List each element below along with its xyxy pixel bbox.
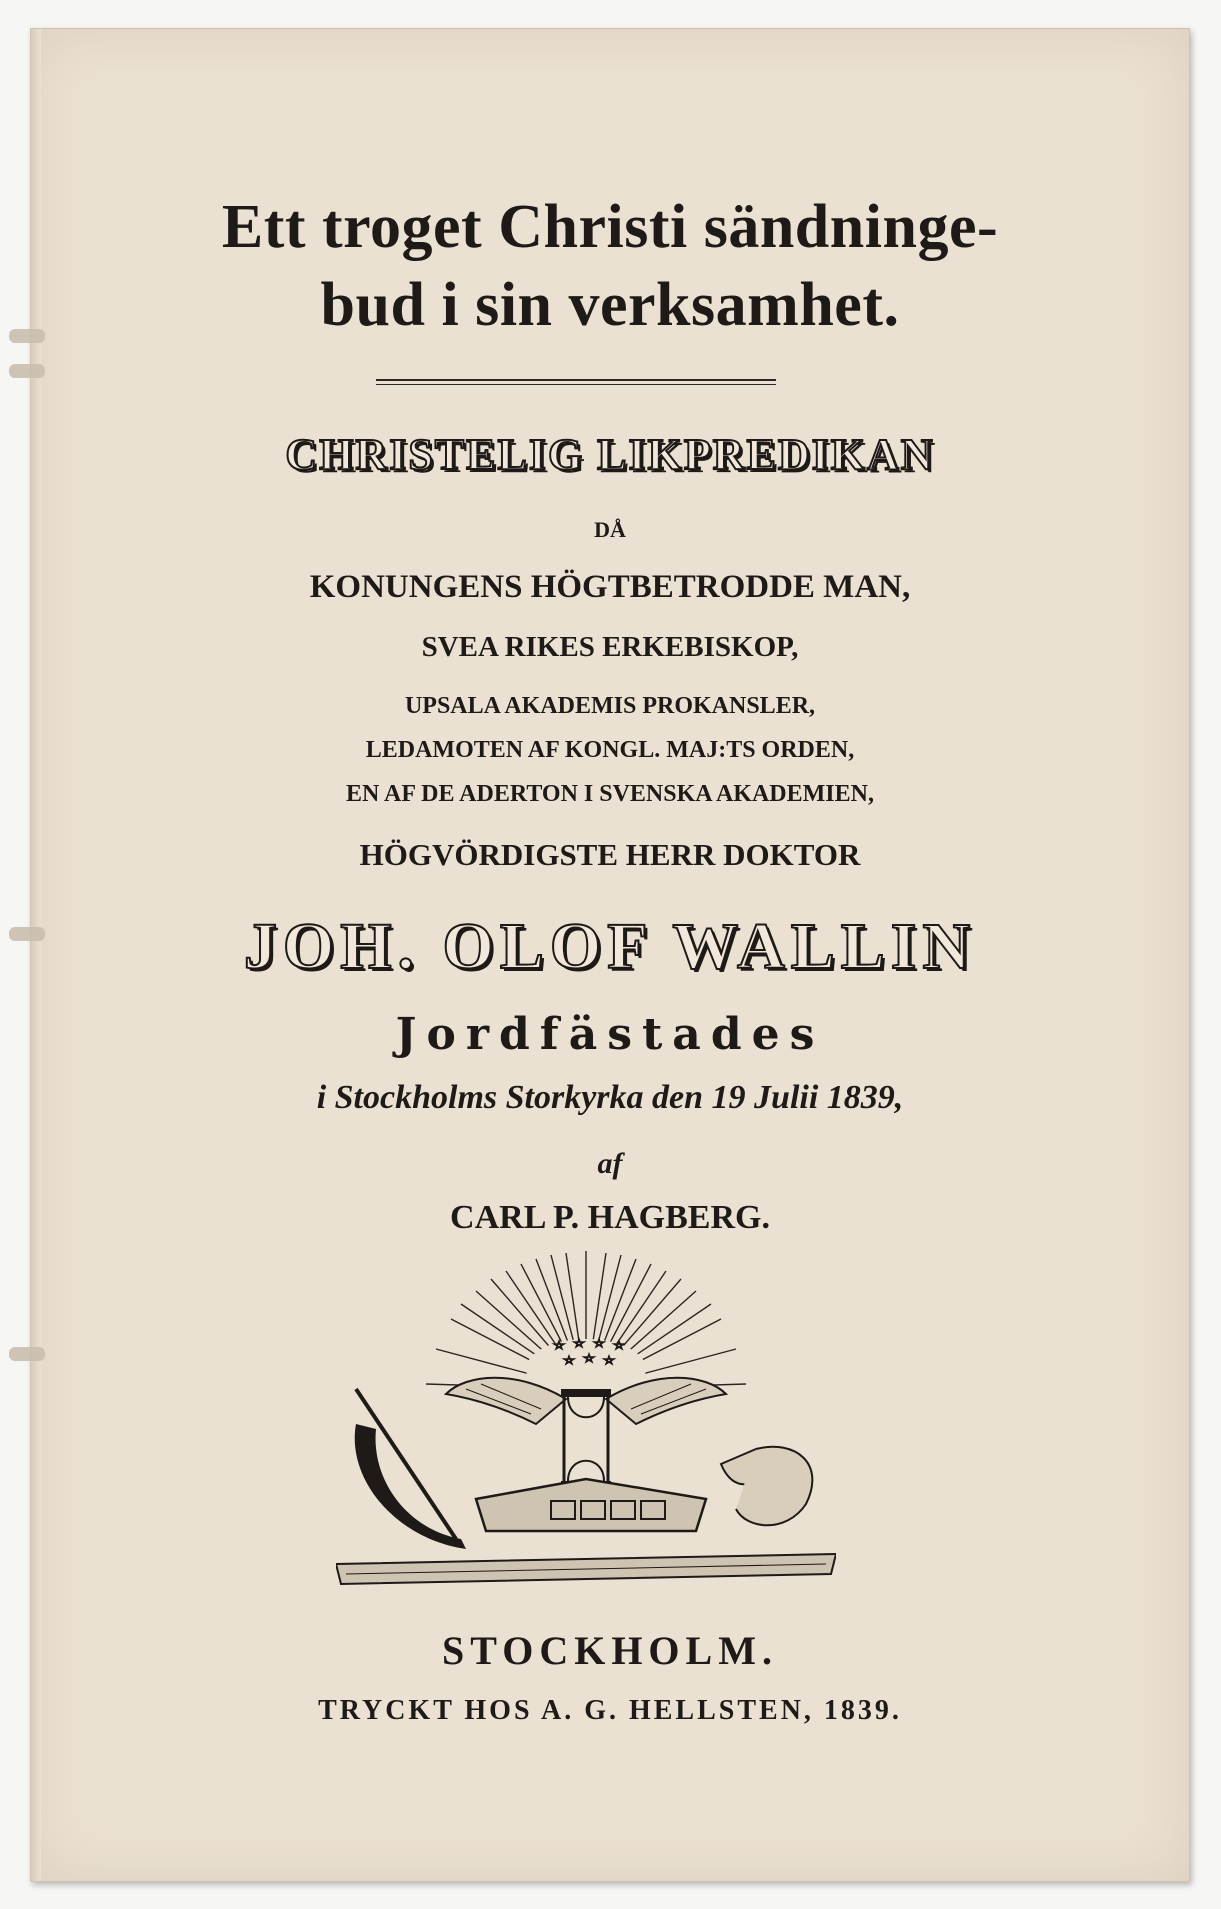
honour-line: EN AF DE ADERTON I SVENSKA AKADEMIEN, [346,781,874,807]
honour-line: UPSALA AKADEMIS PROKANSLER, [404,693,816,719]
binding-thread [9,1347,45,1361]
title-rule [376,379,776,385]
printer-vignette [336,1249,836,1594]
author: CARL P. HAGBERG. [450,1199,770,1236]
jordfastades: Jordfästades [395,1009,825,1060]
deceased-name: JOH. OLOF WALLIN [243,910,977,983]
binding-thread [9,364,45,378]
honour-line: LEDAMOTEN AF KONGL. MAJ:TS ORDEN, [365,737,855,763]
honour-line: HÖGVÖRDIGSTE HERR DOKTOR [359,837,861,872]
by-line: af [597,1147,623,1180]
honour-line: SVEA RIKES ERKEBISKOP, [421,631,799,663]
honour-line: KONUNGENS HÖGTBETRODDE MAN, [309,569,911,605]
title-line-2: bud i sin verksamhet. [320,271,900,339]
title-page [30,28,1190,1882]
da-line: DÅ [594,517,626,542]
printer-line: TRYCKT HOS A. G. HELLSTEN, 1839. [318,1695,902,1726]
city: STOCKHOLM. [442,1628,778,1673]
subtitle: CHRISTELIG LIKPREDIKAN [285,430,935,479]
place-date: i Stockholms Storkyrka den 19 Julii 1839, [316,1079,904,1116]
title-line-1: Ett troget Christi sändninge- [221,193,999,261]
